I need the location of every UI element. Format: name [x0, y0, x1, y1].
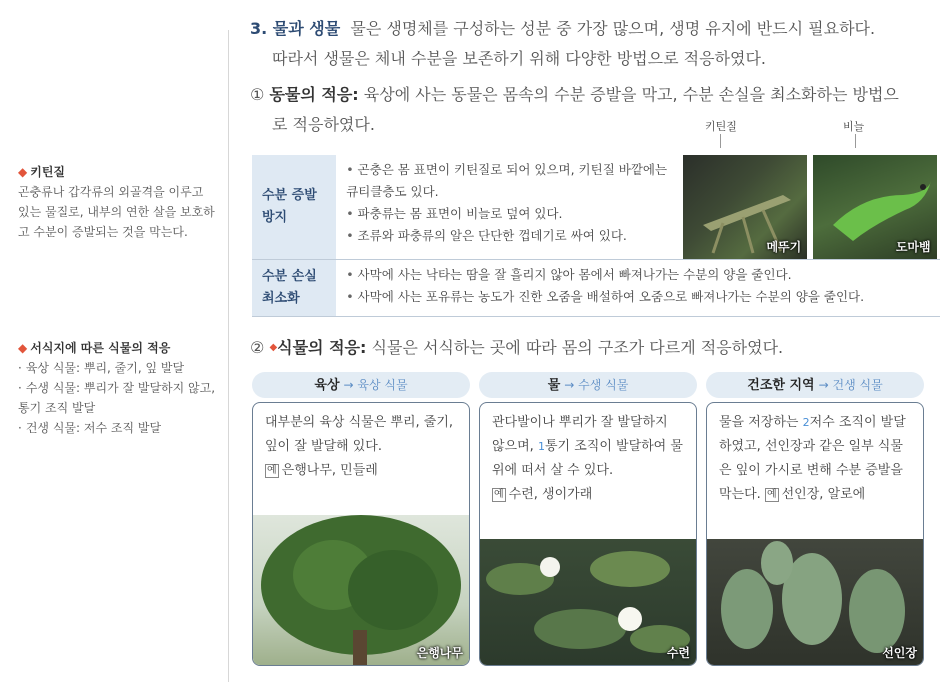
- footnote-marker: 1: [537, 440, 545, 453]
- photo-lizard: [813, 155, 940, 260]
- photo-callouts: [695, 118, 940, 148]
- arrow-icon: [855, 134, 856, 148]
- tree-illustration: [253, 515, 469, 665]
- row-body: • 사막에 사는 낙타는 땀을 잘 흘리지 않아 몸에서 빠져나가는 수분의 양을 줄인다. • 사막에 사는 포유류는 농도가 진한 오줌을 배설하여 오줌으로 빠져나가는 수분의 양을 줄인다.: [336, 260, 940, 317]
- footnote-marker: 2: [802, 416, 810, 429]
- row-header: 수분 증발 방지: [252, 155, 336, 260]
- photo-caption: 수련: [666, 646, 690, 660]
- diamond-icon: ◆: [18, 165, 28, 179]
- margin-notes: [0, 0, 228, 682]
- example-tag: 예: [267, 464, 277, 476]
- section-intro: 3. 물과 생물 물은 생명체를 구성하는 성분 중 가장 많으며, 생명 유지에 반드시 필요하다. 따라서 생물은 체내 수분을 보존하기 위해 다양한 방법으로 적응하였다.: [250, 19, 876, 68]
- subsection-label: 동물의 적응:: [269, 85, 359, 104]
- photo-waterlily: [480, 539, 696, 665]
- list-item: · 육상 식물: 뿌리, 줄기, 잎 발달: [18, 358, 218, 378]
- card-body: 물을 저장하는 $^2$저수 조직이 발달하였고, 선인장과 같은 일부 식물은 잎이 가시로 변해 수분 증발을 막는다. 예 선인장, 알로에 선인장: [706, 402, 924, 666]
- card-body: 관다발이나 뿌리가 잘 발달하지 않으며, $^1$통기 조직이 발달하여 물 위에 떠서 살 수 있다. 예 수련, 생이가래 수련: [479, 402, 697, 666]
- note-chitin: [18, 162, 218, 242]
- card-land-plant: [252, 372, 470, 662]
- card-header: 육상 → 육상 식물: [252, 372, 470, 398]
- note-body: 곤충류나 갑각류의 외골격을 이루고 있는 물질로, 내부의 연한 살을 보호하고 수분이 증발되는 것을 막는다.: [18, 185, 215, 239]
- photo-caption: 메뚜기: [766, 240, 802, 254]
- card-header: 물 → 수생 식물: [479, 372, 697, 398]
- note-list: [18, 358, 218, 438]
- note-plant-adaptation: [18, 338, 218, 438]
- diamond-icon: ◆: [269, 342, 278, 353]
- plant-cards: [252, 372, 940, 672]
- photo-ginkgo: [253, 515, 469, 665]
- photo-grasshopper: [683, 155, 812, 260]
- card-dry-plant: [706, 372, 924, 662]
- table-row: [252, 260, 940, 317]
- list-item: · 수생 식물: 뿌리가 잘 발달하지 않고, 통기 조직 발달: [18, 378, 218, 418]
- section-title: 3. 물과 생물: [250, 19, 341, 38]
- note-title: ◆ 키틴질: [18, 165, 66, 179]
- subsection-label: 식물의 적응:: [277, 338, 367, 357]
- photo-cactus: [707, 539, 923, 665]
- photo-caption: 은행나무: [416, 646, 463, 660]
- animal-table: [252, 155, 940, 317]
- card-header: 건조한 지역 → 건생 식물: [706, 372, 924, 398]
- arrow-icon: [720, 134, 721, 148]
- plant-adaptation: ② ◆식물의 적응: 식물은 서식하는 곳에 따라 몸의 구조가 다르게 적응하였다.: [250, 338, 784, 357]
- card-body: 대부분의 육상 식물은 뿌리, 줄기, 잎이 잘 발달해 있다. 예 은행나무, 민들레 은행나무: [252, 402, 470, 666]
- row-header: 수분 손실 최소화: [252, 260, 336, 317]
- example-tag: 예: [766, 488, 777, 500]
- photo-caption: 선인장: [882, 646, 917, 660]
- callout-chitin: 키틴질: [705, 120, 737, 133]
- waterlily-illustration: [480, 539, 696, 665]
- column-divider: [228, 30, 229, 682]
- example-tag: 예: [494, 488, 504, 500]
- card-water-plant: [479, 372, 697, 662]
- callout-scale: 비늘: [843, 120, 865, 133]
- row-body: • 곤충은 몸 표면이 키틴질로 되어 있으며, 키틴질 바깥에는 큐티클층도 있다. • 파충류는 몸 표면이 비늘로 덮여 있다. • 조류와 파충류의 알은 단단한 껍데기로 싸여 있다.: [336, 155, 683, 260]
- diamond-icon: ◆: [18, 341, 28, 355]
- list-item: · 건생 식물: 저수 조직 발달: [18, 418, 218, 438]
- note-title: ◆ 서식지에 따른 식물의 적응: [18, 341, 171, 355]
- photo-caption: 도마뱀: [895, 240, 931, 254]
- animal-adaptation: ① 동물의 적응: 육상에 사는 동물은 몸속의 수분 증발을 막고, 수분 손실을 최소화하는 방법으 로 적응하였다.: [250, 85, 899, 134]
- table-row: [252, 155, 940, 260]
